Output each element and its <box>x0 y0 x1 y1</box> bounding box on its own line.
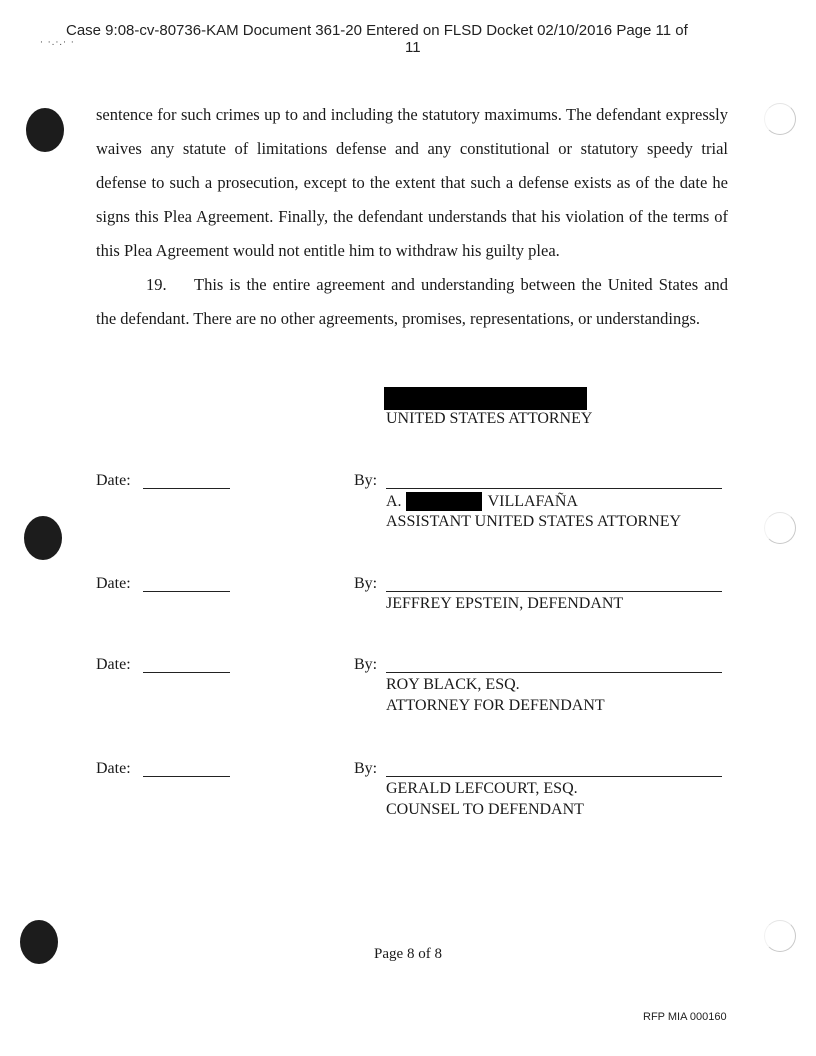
paragraph-number: 19. <box>146 275 167 294</box>
signer-title: COUNSEL TO DEFENDANT <box>386 801 584 818</box>
paragraph-19-text: This is the entire agreement and understanding between the United States and the defendant. There are no other agreements, promises, representations, or understandings. <box>96 275 728 328</box>
by-label: By: <box>354 575 378 592</box>
punch-hole-right-middle <box>764 512 796 544</box>
by-label: By: <box>354 760 378 777</box>
by-label: By: <box>354 472 378 489</box>
signature-block-ausa <box>96 472 736 542</box>
signer-name: ROY BLACK, ESQ. <box>386 676 520 693</box>
office-title: UNITED STATES ATTORNEY <box>386 410 593 427</box>
signature-block-defense-attorney <box>96 656 736 726</box>
filing-header <box>66 22 766 56</box>
punch-hole-left-middle <box>24 516 62 560</box>
signer-name-suffix: VILLAFAÑA <box>487 492 578 510</box>
punch-hole-left-top <box>26 108 64 152</box>
date-blank-line <box>143 591 230 592</box>
date-blank-line <box>143 488 230 489</box>
signer-name: GERALD LEFCOURT, ESQ. <box>386 780 578 797</box>
filing-header-line2: 11 <box>405 39 421 56</box>
signer-name-prefix: A. <box>386 492 402 510</box>
date-blank-line <box>143 672 230 673</box>
signature-block-counsel <box>96 760 736 830</box>
date-blank-line <box>143 776 230 777</box>
paragraph-continuation: sentence for such crimes up to and including the statutory maximums. The defendant expressly waives any statute of limitations defense and any constitutional or statutory speedy trial defense to such a prosecution, except to the extent that such a defense exists as of the date he signs this Plea Agreement. Finally, the defendant understands that his violation of the terms of this Plea Agreement would not entitle him to withdraw his guilty plea. <box>96 105 728 260</box>
scan-specks: · ·.·.· · <box>40 38 75 48</box>
date-label: Date: <box>96 760 131 777</box>
signature-block-defendant <box>96 575 736 645</box>
paragraph-19 <box>96 268 728 336</box>
date-label: Date: <box>96 656 131 673</box>
signer-name <box>386 492 578 511</box>
signature-line <box>386 591 722 592</box>
punch-hole-right-top <box>764 103 796 135</box>
signer-title: ATTORNEY FOR DEFENDANT <box>386 697 605 714</box>
page-number: Page 8 of 8 <box>374 946 442 962</box>
bates-number: RFP MIA 000160 <box>643 1011 727 1023</box>
signature-line <box>386 776 722 777</box>
redaction-signer-first-name <box>406 492 482 511</box>
signature-line <box>386 488 722 489</box>
signer-title: ASSISTANT UNITED STATES ATTORNEY <box>386 513 682 530</box>
signature-line <box>386 672 722 673</box>
redaction-us-attorney-name <box>384 387 587 410</box>
signer-name: JEFFREY EPSTEIN, DEFENDANT <box>386 595 624 612</box>
date-label: Date: <box>96 472 131 489</box>
date-label: Date: <box>96 575 131 592</box>
by-label: By: <box>354 656 378 673</box>
agreement-body <box>96 98 728 336</box>
filing-header-line1: Case 9:08-cv-80736-KAM Document 361-20 Entered on FLSD Docket 02/10/2016 Page 11 of <box>66 22 688 39</box>
